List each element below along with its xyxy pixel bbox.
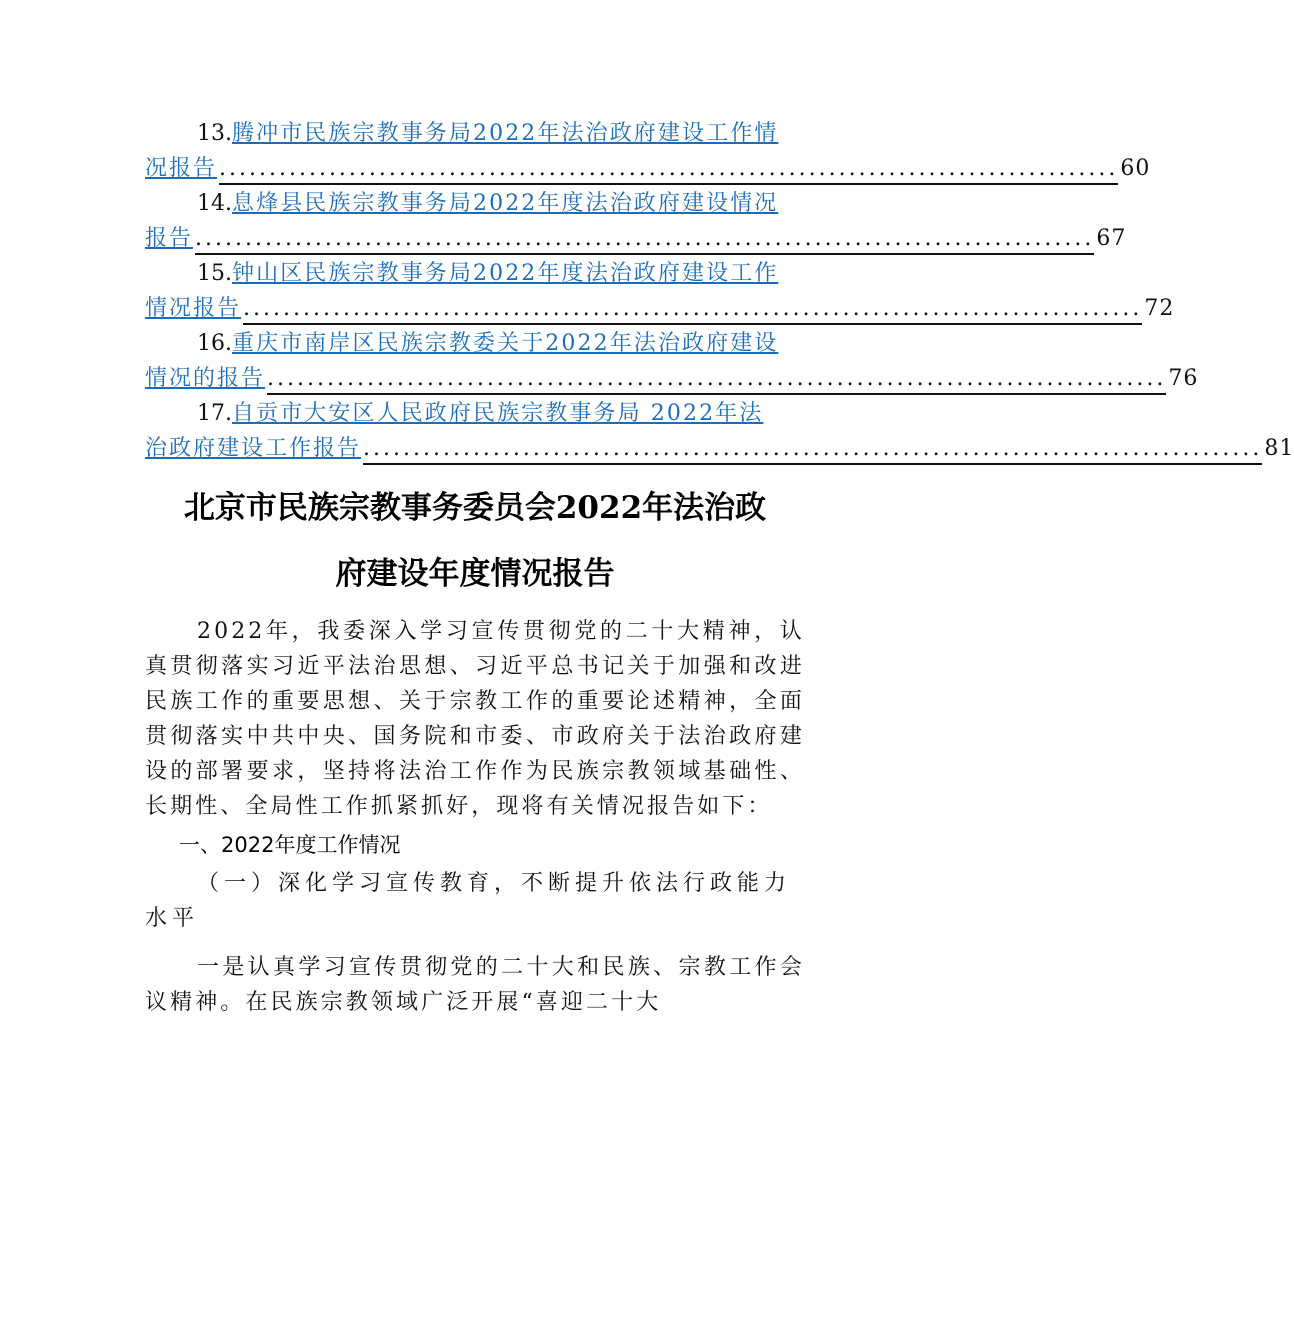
toc-entry-13[interactable] bbox=[145, 116, 1151, 186]
document-title-line-2: 府建设年度情况报告 bbox=[335, 556, 615, 592]
toc-entry-15[interactable] bbox=[145, 256, 1175, 326]
toc-page-number: 60 bbox=[1120, 156, 1151, 181]
toc-link[interactable]: 重庆市南岸区民族宗教委关于2022年法治政府建设 bbox=[232, 331, 779, 356]
document-body bbox=[145, 614, 805, 1020]
toc-link[interactable]: 钟山区民族宗教事务局2022年度法治政府建设工作 bbox=[232, 261, 779, 286]
section-heading: 一、2022年度工作情况 bbox=[179, 833, 401, 857]
toc-link[interactable]: 自贡市大安区人民政府民族宗教事务局 2022年法 bbox=[232, 401, 764, 426]
toc-number: 14. bbox=[197, 191, 232, 216]
body-paragraph: 一是认真学习宣传贯彻党的二十大和民族、宗教工作会议精神。在民族宗教领域广泛开展“喜迎二十大 bbox=[145, 955, 805, 1015]
toc-leader-dots: .......................................................................................... bbox=[195, 227, 1094, 255]
toc-link-continued[interactable]: 况报告 bbox=[145, 156, 218, 181]
toc-entry-16[interactable] bbox=[145, 326, 1199, 396]
toc-number: 15. bbox=[197, 261, 232, 286]
toc-leader-dots: .......................................................................................... bbox=[363, 437, 1262, 465]
toc-entry-14[interactable] bbox=[145, 186, 1127, 256]
document-title-line-1: 北京市民族宗教事务委员会2022年法治政 bbox=[183, 490, 767, 526]
toc-link-continued[interactable]: 情况的报告 bbox=[145, 366, 266, 391]
intro-paragraph: 2022年，我委深入学习宣传贯彻党的二十大精神，认真贯彻落实习近平法治思想、习近平总书记关于加强和改进民族工作的重要思想、关于宗教工作的重要论述精神，全面贯彻落实中共中央、国务院和市委、市政府关于法治政府建设的部署要求，坚持将法治工作作为民族宗教领域基础性、长期性、全局性工作抓紧抓好，现将有关情况报告如下： bbox=[145, 619, 805, 819]
table-of-contents bbox=[145, 116, 1294, 466]
toc-page-number: 67 bbox=[1096, 226, 1127, 251]
toc-link[interactable]: 腾冲市民族宗教事务局2022年法治政府建设工作情 bbox=[232, 121, 779, 146]
toc-leader-dots: .......................................................................................... bbox=[243, 297, 1142, 325]
toc-link-continued[interactable]: 报告 bbox=[145, 226, 194, 251]
toc-leader-dots: .......................................................................................... bbox=[219, 157, 1118, 185]
toc-link[interactable]: 息烽县民族宗教事务局2022年度法治政府建设情况 bbox=[232, 191, 779, 216]
toc-number: 13. bbox=[197, 121, 232, 146]
toc-link-continued[interactable]: 治政府建设工作报告 bbox=[145, 436, 362, 461]
toc-leader-dots: .......................................................................................... bbox=[267, 367, 1166, 395]
toc-number: 17. bbox=[197, 401, 232, 426]
toc-page-number: 72 bbox=[1144, 296, 1175, 321]
document-page bbox=[145, 116, 1294, 1020]
toc-page-number: 76 bbox=[1168, 366, 1199, 391]
toc-page-number: 81 bbox=[1264, 436, 1294, 461]
toc-link-continued[interactable]: 情况报告 bbox=[145, 296, 242, 321]
toc-entry-17[interactable] bbox=[145, 396, 1294, 466]
toc-number: 16. bbox=[197, 331, 232, 356]
subsection-heading: （一）深化学习宣传教育，不断提升依法行政能力水平 bbox=[145, 871, 792, 931]
